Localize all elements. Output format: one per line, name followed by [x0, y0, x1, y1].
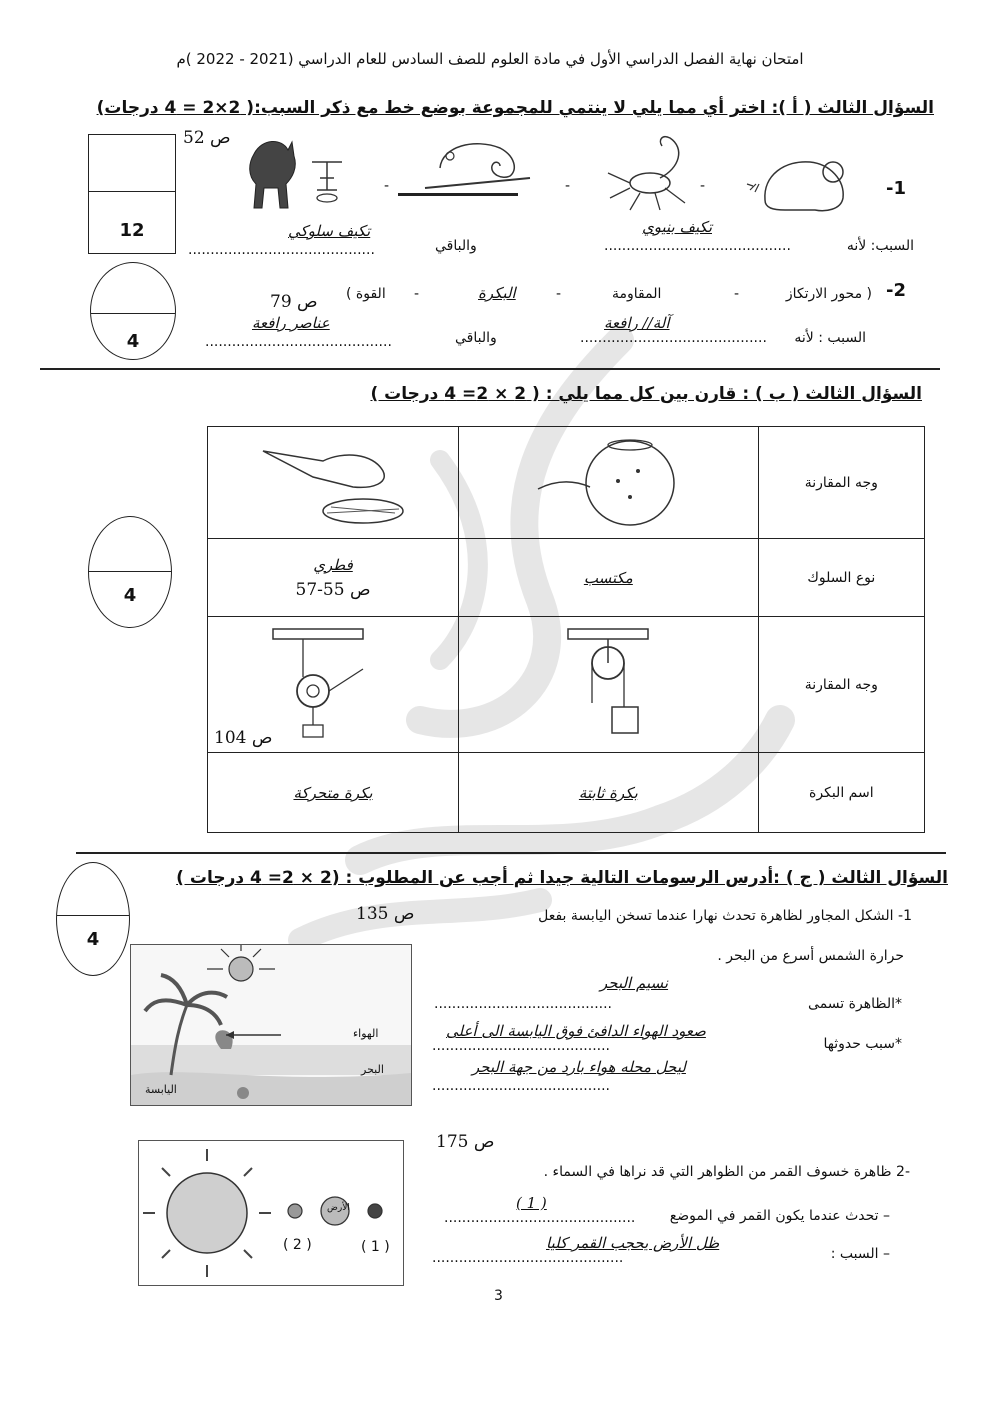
- c-q1-dots-3: ........................................: [432, 1078, 611, 1094]
- fig-label-sea: البحر: [361, 1063, 384, 1076]
- row-page-ref: ص 55-57: [295, 579, 371, 600]
- c-q2-line1: -2 ظاهرة خسوف القمر من الظواهر التي قد نراها في السماء .: [543, 1164, 910, 1180]
- fishbowl-cell: [459, 427, 759, 539]
- cell: [208, 753, 459, 833]
- cell: [208, 539, 459, 617]
- fig-label-pos2: ( 2 ): [283, 1237, 312, 1253]
- q1-page-ref: ص 52: [183, 128, 231, 148]
- q2-dots-1: ..........................................: [580, 330, 767, 346]
- row-label: وجه المقارنة: [758, 427, 924, 539]
- lunar-eclipse-figure: [138, 1140, 404, 1286]
- c-q1-dots-1: ........................................: [434, 996, 613, 1012]
- q2-opt2: المقاومة: [612, 286, 662, 302]
- divider-b: [76, 852, 946, 854]
- movable-pulley-cell: [208, 617, 459, 753]
- c-q2-page-ref: ص 175: [436, 1132, 495, 1152]
- q1-dots-2: ..........................................: [188, 242, 375, 258]
- table-row: [208, 427, 925, 539]
- section-c-title: السؤال الثالث ( ج ) :أدرس الرسومات التالية جيدا ثم أجب عن المطلوب : (2 × 2= 4 درجات ): [176, 868, 948, 888]
- q2-answer-left: آلة// رافعة: [604, 314, 670, 332]
- sprinkler-icon: [302, 150, 352, 210]
- chameleon-icon: [420, 128, 535, 198]
- c-q2-dots-2: ...........................................: [432, 1250, 624, 1266]
- fig-label-pos1: ( 1 ): [361, 1239, 390, 1255]
- c-q1-dots-2: ........................................: [432, 1038, 611, 1054]
- q1-rest-label: والباقي: [435, 238, 477, 254]
- score-box: [88, 134, 176, 254]
- comparison-table: [207, 426, 925, 833]
- dash-2: -: [565, 178, 571, 194]
- c-q1-phenomenon-label: *الظاهرة تسمى: [808, 996, 902, 1012]
- q1-number: -1: [886, 178, 906, 199]
- c-q1-cause-answer-2: ليحل محله هواء بارد من جهة البحر: [472, 1058, 686, 1076]
- scorpion-icon: [600, 128, 700, 218]
- strike-line: [398, 193, 518, 196]
- q1-answer-right: تكيف سلوكي: [288, 222, 371, 240]
- q2-opt3: البكرة: [478, 284, 516, 302]
- movable-pulley-name: بكرة متحركة: [293, 784, 373, 802]
- dash-1: -: [700, 178, 706, 194]
- q2-dots-2: ..........................................: [205, 334, 392, 350]
- fig-label-earth: الأرض: [327, 1203, 350, 1213]
- behavior-instinct: فطري: [313, 555, 353, 574]
- score-oval-b: [88, 516, 172, 628]
- q2-opt4: القوة ): [346, 286, 386, 302]
- c-q1-page-ref: ص 135: [356, 904, 415, 924]
- bird-nest-icon: [243, 431, 423, 531]
- row-label: اسم البكرة: [758, 753, 924, 833]
- table-row: [208, 753, 925, 833]
- c-q2-reason-label: – السبب :: [830, 1246, 890, 1262]
- exam-title: امتحان نهاية الفصل الدراسي الأول في مادة العلوم للصف السادس للعام الدراسي (2021 - 2022 )م: [176, 50, 804, 68]
- c-q1-cause-label: *سبب حدوثها: [823, 1036, 902, 1052]
- fishbowl-icon: [518, 431, 698, 531]
- q2-dash-1: -: [734, 286, 740, 302]
- score-box-top: [89, 135, 175, 192]
- c-q2-dots-1: ...........................................: [444, 1210, 636, 1226]
- sea-breeze-illustration: [131, 945, 411, 1105]
- q1-answer-left: تكيف بنيوي: [642, 218, 712, 236]
- fixed-pulley-name: بكرة ثابتة: [578, 784, 638, 802]
- polar-bear-icon: [745, 140, 855, 220]
- score-oval-a: [90, 262, 176, 360]
- score-box-bottom: 12: [119, 220, 145, 241]
- q2-dash-3: -: [414, 286, 420, 302]
- c-q2-reason-answer: ظل الأرض يحجب القمر كليا: [546, 1234, 720, 1252]
- c-q1-cause-answer-1: صعود الهواء الدافئ فوق اليابسة الى أعلى: [446, 1022, 706, 1040]
- behavior-acquired: مكتسب: [583, 569, 633, 587]
- movable-pulley-icon: [263, 625, 403, 741]
- score-oval-b-value: 4: [123, 585, 137, 606]
- cell: [459, 753, 759, 833]
- score-oval-a-value: 4: [126, 331, 140, 352]
- fig-label-air: الهواء: [353, 1027, 379, 1040]
- score-oval-c: [56, 862, 130, 976]
- q2-number: -2: [886, 280, 906, 301]
- fig-label-land: اليابسة: [145, 1083, 177, 1096]
- row-label: نوع السلوك: [758, 539, 924, 617]
- fixed-pulley-icon: [548, 623, 668, 743]
- section-b-title: السؤال الثالث ( ب ) : قارن بين كل مما يلي : ( 2 × 2= 4 درجات ): [370, 384, 922, 404]
- eclipse-illustration: [139, 1141, 403, 1285]
- row-label: وجه المقارنة: [758, 617, 924, 753]
- section-a-title: السؤال الثالث ( أ ): اختر أي مما يلي لا ينتمي للمجموعة بوضع خط مع ذكر السبب:( 2×2 = 4 درجات): [96, 98, 934, 118]
- q2-opt1: ( محور الارتكاز: [785, 286, 872, 302]
- q2-dash-2: -: [556, 286, 562, 302]
- c-q1-phenomenon-answer: نسيم البحر: [600, 974, 669, 992]
- c-q2-occur-answer: ( 1 ): [516, 1194, 547, 1212]
- row-page-ref: ص 104: [214, 728, 273, 748]
- fixed-pulley-cell: [459, 617, 759, 753]
- q1-reason-label: السبب: لأنه: [846, 238, 914, 254]
- c-q1-line2: حرارة الشمس أسرع من البحر .: [717, 948, 904, 964]
- sea-breeze-figure: [130, 944, 412, 1106]
- cat-icon: [242, 134, 300, 212]
- table-row: [208, 539, 925, 617]
- table-row: [208, 617, 925, 753]
- page-number: 3: [494, 1288, 503, 1304]
- q1-dots-1: ..........................................: [604, 238, 791, 254]
- cell: [459, 539, 759, 617]
- dash-3: -: [384, 178, 390, 194]
- q2-page-ref: ص 79: [270, 292, 318, 312]
- divider-a: [40, 368, 940, 370]
- c-q1-line1: 1- الشكل المجاور لظاهرة تحدث نهارا عندما تسخن اليابسة بفعل: [538, 908, 912, 924]
- q2-reason-label: السبب : لأنه: [794, 330, 866, 346]
- bird-nest-cell: [208, 427, 459, 539]
- score-oval-c-value: 4: [86, 929, 100, 950]
- c-q2-occur-label: – تحدث عندما يكون القمر في الموضع: [669, 1208, 890, 1224]
- q2-rest-label: والباقي: [455, 330, 497, 346]
- q2-answer-right: عناصر رافعة: [252, 314, 330, 332]
